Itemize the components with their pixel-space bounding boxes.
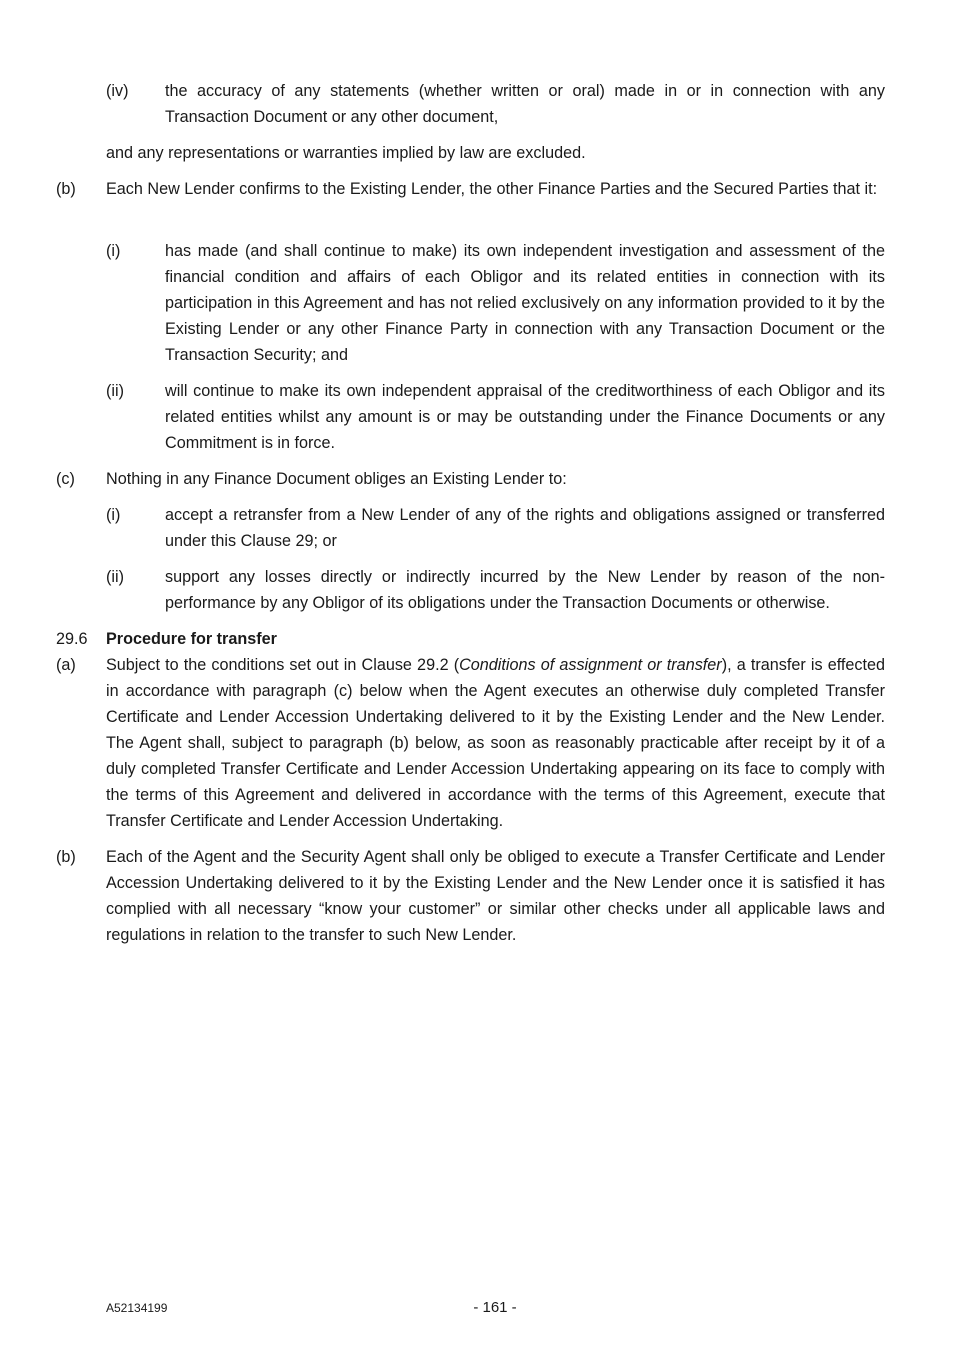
section-para-a-part1: Subject to the conditions set out in Clause 29.2 ( xyxy=(106,656,460,674)
page-number: - 161 - xyxy=(473,1299,517,1316)
item-label-b-i: (i) xyxy=(106,242,121,260)
item-label-c-i: (i) xyxy=(106,506,121,524)
section-heading: Procedure for transfer xyxy=(106,630,277,648)
para-label-c: (c) xyxy=(56,470,75,488)
item-label-c-ii: (ii) xyxy=(106,568,124,586)
section-para-text-a xyxy=(106,652,885,834)
section-para-label-a: (a) xyxy=(56,656,76,674)
para-text-c: Nothing in any Finance Document obliges an Existing Lender to: xyxy=(106,470,567,488)
section-number: 29.6 xyxy=(56,630,88,648)
item-text-c-ii: support any losses directly or indirectly incurred by the New Lender by reason of the non-performance by any Obligor of its obligations under the Transaction Documents or otherwise. xyxy=(165,568,885,612)
document-reference: A52134199 xyxy=(106,1301,168,1315)
item-label-iv: (iv) xyxy=(106,82,129,100)
para-label-b: (b) xyxy=(56,180,76,198)
section-para-label-b: (b) xyxy=(56,848,76,866)
item-text-iv: the accuracy of any statements (whether written or oral) made in or in connection with any Transaction Document or any other document, xyxy=(165,82,885,126)
item-text-b-ii: will continue to make its own independent appraisal of the creditworthiness of each Obligor and its related entities whilst any amount is or may be outstanding under the Finance Documents or any Commitment is in force. xyxy=(165,382,885,452)
item-text-b-i: has made (and shall continue to make) its own independent investigation and assessment of the financial condition and affairs of each Obligor and its related entities in connection with its participation in this Agreement and has not relied exclusively on any information provided to it by the Existing Lender or any other Finance Party in connection with any Transaction Document or the Transaction Security; and xyxy=(165,242,885,364)
section-para-a-clause-title: Conditions of assignment or transfer xyxy=(459,656,722,674)
section-para-a-part2: ), a transfer is effected in accordance with paragraph (c) below when the Agent executes an otherwise duly completed Transfer Certificate and Lender Accession Undertaking delivered to it by the Existing Lender and the New Lender. The Agent shall, subject to paragraph (b) below, as soon as reasonably practicable after receipt by it of a duly completed Transfer Certificate and Lender Accession Undertaking appearing on its face to comply with the terms of this Agreement and delivered in accordance with the terms of this Agreement, execute that Transfer Certificate and Lender Accession Undertaking. xyxy=(106,656,885,830)
para-text-b: Each New Lender confirms to the Existing Lender, the other Finance Parties and the Secured Parties that it: xyxy=(106,180,878,198)
closing-line: and any representations or warranties implied by law are excluded. xyxy=(106,144,586,162)
item-label-b-ii: (ii) xyxy=(106,382,124,400)
section-para-text-b: Each of the Agent and the Security Agent shall only be obliged to execute a Transfer Certificate and Lender Accession Undertaking delivered to it by the Existing Lender and the New Lender once it is satisfied it has complied with all necessary “know your customer” or similar other checks under all applicable laws and regulations in relation to the transfer to such New Lender. xyxy=(106,848,885,944)
item-text-c-i: accept a retransfer from a New Lender of any of the rights and obligations assigned or transferred under this Clause 29; or xyxy=(165,506,885,550)
